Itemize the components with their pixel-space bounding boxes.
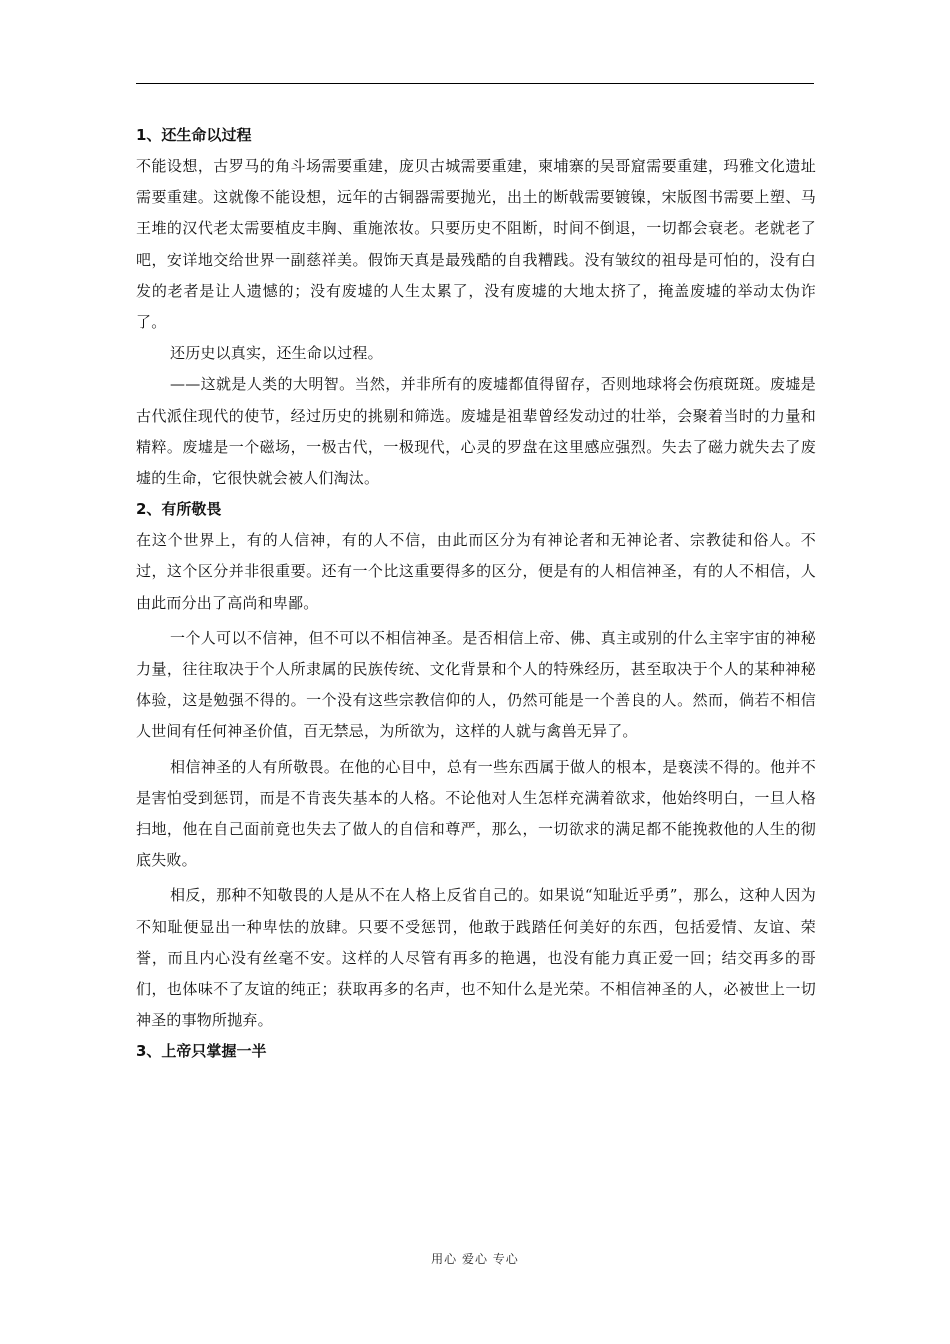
- document-body: [136, 120, 816, 1067]
- section2-paragraph-4: 相反，那种不知敬畏的人是从不在人格上反省自己的。如果说“知耻近乎勇”，那么，这种人因为不知耻便显出一种卑怯的放肆。只要不受惩罚，他敢于践踏任何美好的东西，包括爱情、友谊、荣誉，而且内心没有丝毫不安。这样的人尽管有再多的艳遇，也没有能力真正爱一回；结交再多的哥们，也体味不了友谊的纯正；获取再多的名声，也不知什么是光荣。不相信神圣的人，必被世上一切神圣的事物所抛弃。: [136, 886, 816, 1030]
- section2-paragraph-3: 相信神圣的人有所敬畏。在他的心目中，总有一些东西属于做人的根本，是亵渎不得的。他并不是害怕受到惩罚，而是不肯丧失基本的人格。不论他对人生怎样充满着欲求，他始终明白，一旦人格扫地，他在自己面前竟也失去了做人的自信和尊严，那么，一切欲求的满足都不能挽救他的人生的彻底失败。: [136, 757, 816, 870]
- section-heading-2: 2、有所敬畏: [136, 500, 222, 519]
- header-rule: [136, 83, 814, 84]
- section1-paragraph-2: 还历史以真实，还生命以过程。: [170, 344, 383, 363]
- page-footer: 用心 爱心 专心: [431, 1252, 519, 1266]
- section2-paragraph-1: 在这个世界上，有的人信神，有的人不信，由此而区分为有神论者和无神论者、宗教徒和俗人。不过，这个区分并非很重要。还有一个比这重要得多的区分，便是有的人相信神圣，有的人不相信，人由此而分出了高尚和卑鄙。: [136, 531, 816, 612]
- section-heading-1: 1、还生命以过程: [136, 126, 252, 144]
- section1-paragraph-1: 不能设想，古罗马的角斗场需要重建，庞贝古城需要重建，柬埔寨的吴哥窟需要重建，玛雅文化遗址需要重建。这就像不能设想，远年的古铜器需要抛光，出土的断戟需要镀镍，宋版图书需要上塑、马王堆的汉代老太需要植皮丰胸、重施浓妆。只要历史不阻断，时间不倒退，一切都会衰老。老就老了吧，安详地交给世界一副慈祥美。假饰天真是最残酷的自我糟践。没有皱纹的祖母是可怕的，没有白发的老者是让人遗憾的；没有废墟的人生太累了，没有废墟的大地太挤了，掩盖废墟的举动太伪诈了。: [136, 157, 816, 332]
- section2-paragraph-2: 一个人可以不信神，但不可以不相信神圣。是否相信上帝、佛、真主或别的什么主宰宇宙的神秘力量，往往取决于个人所隶属的民族传统、文化背景和个人的特殊经历，甚至取决于个人的某种神秘体验，这是勉强不得的。一个没有这些宗教信仰的人，仍然可能是一个善良的人。然而，倘若不相信人世间有任何神圣价值，百无禁忌，为所欲为，这样的人就与禽兽无异了。: [136, 628, 816, 741]
- section1-paragraph-3: ——这就是人类的大明智。当然，并非所有的废墟都值得留存，否则地球将会伤痕斑斑。废墟是古代派住现代的使节，经过历史的挑剔和筛选。废墟是祖辈曾经发动过的壮举，会聚着当时的力量和精粹。废墟是一个磁场，一极古代，一极现代，心灵的罗盘在这里感应强烈。失去了磁力就失去了废墟的生命，它很快就会被人们淘汰。: [136, 375, 816, 488]
- section-heading-3: 3、上帝只掌握一半: [136, 1042, 267, 1061]
